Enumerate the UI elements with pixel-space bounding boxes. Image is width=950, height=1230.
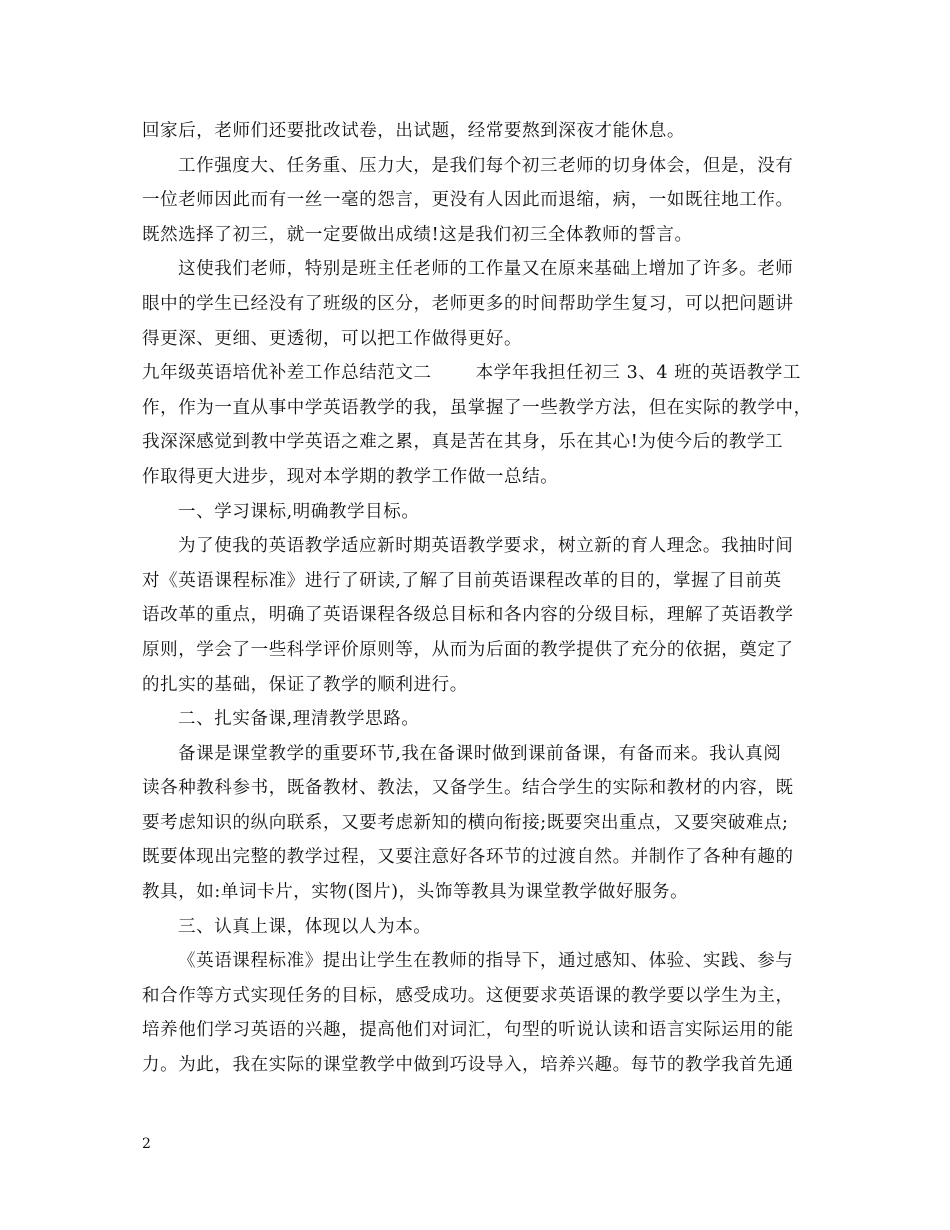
text-line: [142, 460, 812, 495]
text-line-content: 三、认真上课，体现以人为本。: [178, 916, 432, 937]
text-line-content: 我深深感觉到教中学英语之难之累，真是苦在其身，乐在其心!为使今后的教学工: [142, 432, 784, 453]
text-line-content: 原则，学会了一些科学评价原则等，从而为后面的教学提供了充分的依据，奠定了: [142, 639, 794, 660]
text-line-content: 要考虑知识的纵向联系，又要考虑新知的横向衔接;既要突出重点，又要突破难点;: [142, 812, 789, 833]
text-line: [142, 598, 812, 633]
text-line: [142, 529, 812, 564]
text-line: [142, 183, 812, 218]
text-line: [142, 668, 812, 703]
text-line-content: 作，作为一直从事中学英语教学的我，虽掌握了一些教学方法，但在实际的教学中，: [142, 397, 812, 418]
text-line: [142, 771, 812, 806]
text-line: [142, 875, 812, 910]
text-line: [142, 910, 812, 945]
text-line-content: 《英语课程标准》提出让学生在教师的指导下，通过感知、体验、实践、参与: [178, 951, 794, 972]
text-line: [142, 287, 812, 322]
text-line: [142, 218, 812, 253]
text-line: [142, 322, 812, 357]
text-line-content: 语改革的重点，明确了英语课程各级总目标和各内容的分级目标，理解了英语教学: [142, 605, 794, 626]
text-line: [142, 356, 812, 391]
text-line-content: 这使我们老师，特别是班主任老师的工作量又在原来基础上增加了许多。老师: [178, 259, 794, 280]
text-line-content: 备课是课堂教学的重要环节,我在备课时做到课前备课，有备而来。我认真阅: [178, 743, 782, 764]
text-line: [142, 495, 812, 530]
text-line-content: 既要体现出完整的教学过程，又要注意好各环节的过渡自然。并制作了各种有趣的: [142, 847, 794, 868]
text-line: [142, 391, 812, 426]
text-line: [142, 840, 812, 875]
page-number: 2: [142, 1136, 151, 1152]
text-line: [142, 633, 812, 668]
text-line-content: 作取得更大进步，现对本学期的教学工作做一总结。: [142, 466, 559, 487]
text-line: [142, 564, 812, 599]
text-line-content: 教具，如:单词卡片，实物(图片)，头饰等教具为课堂教学做好服务。: [142, 882, 689, 903]
text-line-content: 既然选择了初三，就一定要做出成绩!这是我们初三全体教师的誓言。: [142, 224, 693, 245]
text-line: [142, 702, 812, 737]
text-line: [142, 806, 812, 841]
text-line: [142, 114, 812, 149]
text-line-content: 回家后，老师们还要批改试卷，出试题，经常要熬到深夜才能休息。: [142, 121, 685, 141]
text-line-content: 和合作等方式实现任务的目标，感受成功。这便要求英语课的教学要以学生为主，: [142, 985, 794, 1006]
text-line-content: 培养他们学习英语的兴趣，提高他们对词汇，句型的听说认读和语言实际运用的能: [142, 1020, 794, 1041]
text-line-content: 对《英语课程标准》进行了研读,了解了目前英语课程改革的目的，掌握了目前英: [142, 570, 782, 591]
text-line: [142, 149, 812, 184]
text-line: [142, 979, 812, 1014]
text-line: [142, 1048, 812, 1083]
text-line-content: 二、扎实备课,理清教学思路。: [178, 709, 420, 730]
text-line-content: 工作强度大、任务重、压力大，是我们每个初三老师的切身体会，但是，没有: [178, 155, 794, 176]
text-line: [142, 1013, 812, 1048]
text-line-content: 九年级英语培优补差工作总结范文二: [142, 363, 432, 384]
text-line-content: 读各种教科参书，既备教材、教法，又备学生。结合学生的实际和教材的内容，既: [142, 778, 794, 799]
text-line-content: 眼中的学生已经没有了班级的区分，老师更多的时间帮助学生复习，可以把问题讲: [142, 293, 794, 314]
text-line: [142, 425, 812, 460]
text-line-content: 一位老师因此而有一丝一毫的怨言，更没有人因此而退缩，病，一如既往地工作。: [142, 190, 794, 211]
text-line-continuation: 本学年我担任初三 3、4 班的英语教学工: [475, 363, 802, 384]
text-line-content: 的扎实的基础，保证了教学的顺利进行。: [142, 674, 468, 695]
text-line: [142, 944, 812, 979]
text-line: [142, 252, 812, 287]
text-line-content: 一、学习课标,明确教学目标。: [178, 501, 420, 522]
text-line-content: 为了使我的英语教学适应新时期英语教学要求，树立新的育人理念。我抽时间: [178, 536, 794, 557]
text-line: [142, 737, 812, 772]
text-line-content: 力。为此，我在实际的课堂教学中做到巧设导入，培养兴趣。每节的教学我首先通: [142, 1055, 794, 1076]
body-text: [142, 114, 812, 1083]
text-line-content: 得更深、更细、更透彻，可以把工作做得更好。: [142, 328, 523, 349]
